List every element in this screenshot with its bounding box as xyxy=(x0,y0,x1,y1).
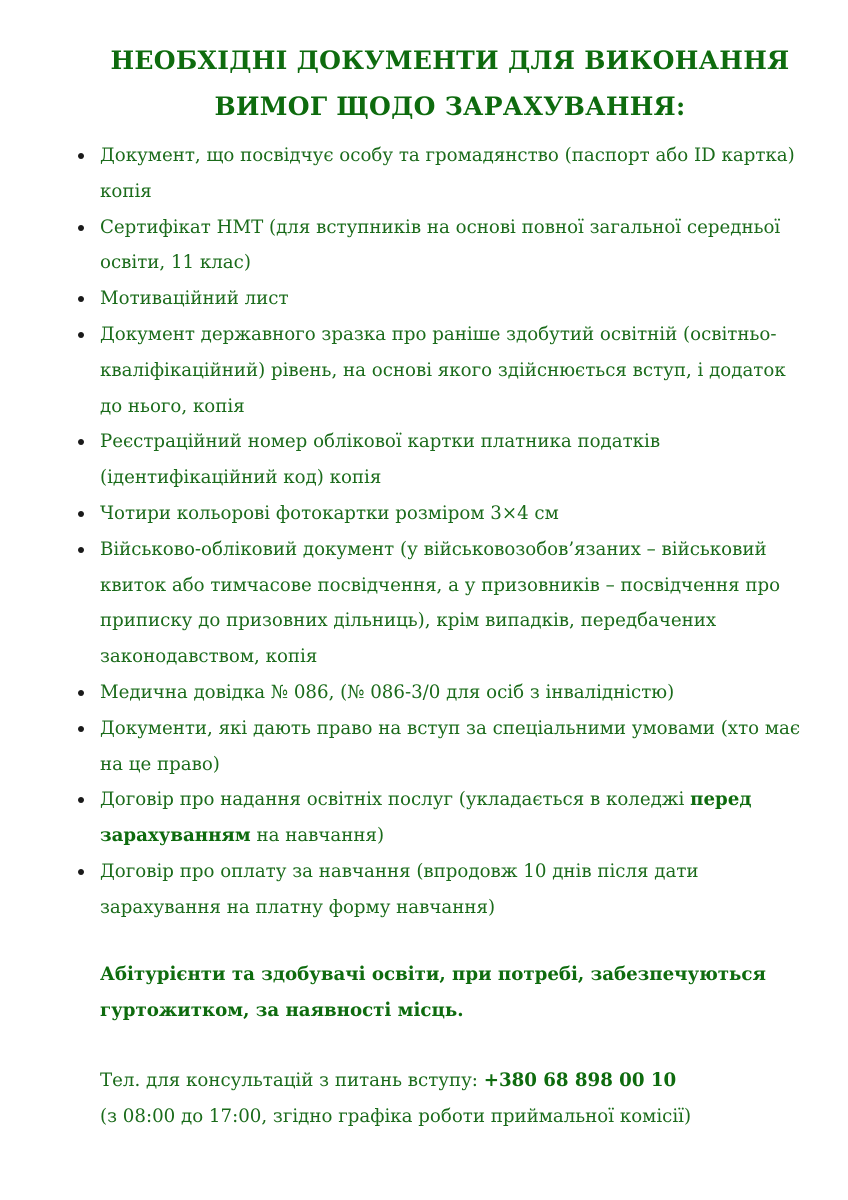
list-item: Медична довідка № 086, (№ 086-3/0 для осіб з інвалідністю) xyxy=(100,675,810,711)
list-item: Мотиваційний лист xyxy=(100,281,810,317)
list-item: Договір про оплату за навчання (впродовж 10 днів після дати зарахування на платну форму навчання) xyxy=(100,854,810,926)
contact-phone: +380 68 898 00 10 xyxy=(483,1070,677,1091)
list-item-bold-text: перед зарахуванням xyxy=(100,789,752,847)
contact-info xyxy=(100,1063,820,1135)
list-item: Військово-обліковий документ (у військовозобов’язаних – військовий квиток або тимчасове посвідчення, а у призовників – посвідчення про приписку до призовних дільниць), крім випадків, передбачених законодавством, копія xyxy=(100,532,810,675)
list-item-text: Договір про надання освітніх послуг (укладається в коледжі xyxy=(100,789,691,811)
contact-phone-line xyxy=(100,1063,820,1099)
list-item: Реєстраційний номер облікової картки платника податків (ідентифікаційний код) копія xyxy=(100,424,810,496)
list-item: Документ державного зразка про раніше здобутий освітній (освітньо-кваліфікаційний) рівень, на основі якого здійснюється вступ, і додаток до нього, копія xyxy=(100,317,810,424)
list-item xyxy=(100,782,810,854)
dormitory-note: Абітурієнти та здобувачі освіти, при потребі, забезпечуються гуртожитком, за наявності місць. xyxy=(100,964,766,1021)
page-title xyxy=(60,38,840,130)
list-item: Чотири кольорові фотокартки розміром 3×4 см xyxy=(100,496,810,532)
list-item: Документ, що посвідчує особу та громадянство (паспорт або ID картка) копія xyxy=(100,138,810,210)
title-line-2: ВИМОГ ЩОДО ЗАРАХУВАННЯ: xyxy=(214,92,686,121)
required-documents-list xyxy=(100,138,810,926)
contact-hours: (з 08:00 до 17:00, згідно графіка роботи приймальної комісії) xyxy=(100,1106,692,1127)
list-item: Сертифікат НМТ (для вступників на основі повної загальної середньої освіти, 11 клас) xyxy=(100,210,810,282)
list-item: Документи, які дають право на вступ за спеціальними умовами (хто має на це право) xyxy=(100,711,810,783)
list-item-text: на навчання) xyxy=(250,825,385,847)
title-line-1: НЕОБХІДНІ ДОКУМЕНТИ ДЛЯ ВИКОНАННЯ xyxy=(110,46,790,75)
contact-label: Тел. для консультацій з питань вступу: xyxy=(100,1070,484,1091)
